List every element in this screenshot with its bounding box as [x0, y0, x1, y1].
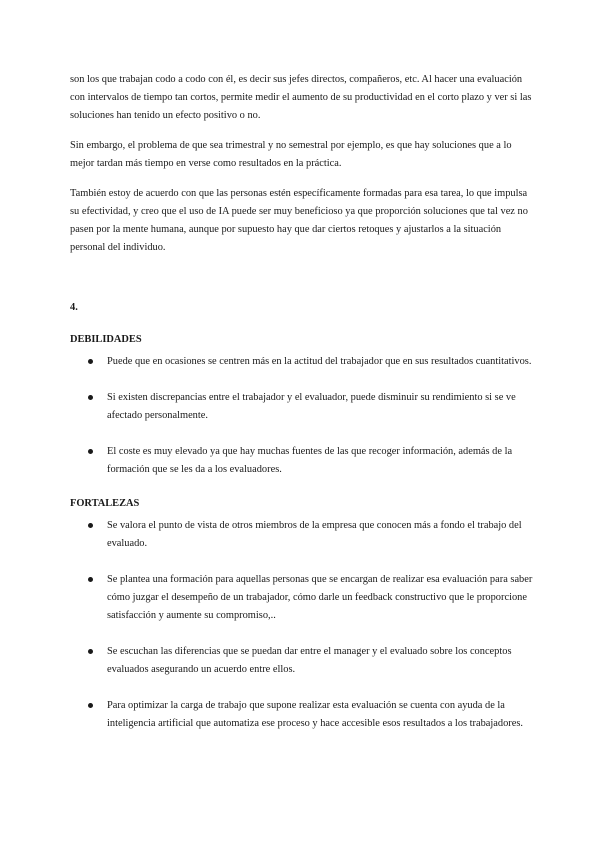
- list-item: [70, 697, 534, 733]
- list-item: [70, 517, 534, 553]
- list-item-text: Si existen discrepancias entre el trabajador y el evaluador, puede disminuir su rendimiento si se ve afectado personalmente.: [107, 392, 516, 421]
- list-item: [70, 571, 534, 625]
- section-number: 4.: [70, 302, 78, 313]
- bullet-icon: [88, 649, 93, 654]
- bullet-icon: [88, 395, 93, 400]
- list-item: [70, 643, 534, 679]
- bullet-icon: [88, 449, 93, 454]
- fortalezas-heading: FORTALEZAS: [70, 498, 140, 509]
- list-item: [70, 353, 534, 371]
- list-item-text: Se plantea una formación para aquellas personas que se encargan de realizar esa evaluación para saber cómo juzgar el desempeño de un trabajador, cómo darle un feedback constructivo que le proporcione satisfacción y aumente su compromiso,..: [107, 574, 533, 621]
- list-item-text: El coste es muy elevado ya que hay muchas fuentes de las que recoger información, además de la formación que se les da a los evaluadores.: [107, 446, 513, 475]
- list-item: [70, 389, 534, 425]
- list-item: [70, 443, 534, 479]
- bullet-icon: [88, 577, 93, 582]
- bullet-icon: [88, 359, 93, 364]
- list-item-text: Se valora el punto de vista de otros miembros de la empresa que conocen más a fondo el trabajo del evaluado.: [107, 520, 522, 549]
- list-item-text: Se escuchan las diferencias que se puedan dar entre el manager y el evaluado sobre los conceptos evaluados asegurando un acuerdo entre ellos.: [107, 646, 512, 675]
- list-item-text: Puede que en ocasiones se centren más en la actitud del trabajador que en sus resultados cuantitativos.: [107, 356, 532, 367]
- body-paragraph: También estoy de acuerdo con que las personas estén específicamente formadas para esa tarea, lo que impulsa su efectividad, y creo que el uso de IA puede ser muy beneficioso ya que proporción soluciones que tal vez no pasen por la mente humana, aunque por supuesto hay que dar ciertos retoques y ajustarlos a la situación personal del individuo.: [70, 188, 528, 253]
- debilidades-list: [70, 353, 534, 479]
- debilidades-heading: DEBILIDADES: [70, 334, 142, 345]
- fortalezas-list: [70, 517, 534, 733]
- body-paragraph: son los que trabajan codo a codo con él, es decir sus jefes directos, compañeros, etc. Al hacer una evaluación con intervalos de tiempo tan cortos, permite medir el aumento de su productividad en el corto plazo y ver si las soluciones han tenido un efecto positivo o no.: [70, 74, 532, 121]
- bullet-icon: [88, 523, 93, 528]
- body-paragraph: Sin embargo, el problema de que sea trimestral y no semestral por ejemplo, es que hay soluciones que a lo mejor tardan más tiempo en verse como resultados en la práctica.: [70, 140, 512, 169]
- bullet-icon: [88, 703, 93, 708]
- list-item-text: Para optimizar la carga de trabajo que supone realizar esta evaluación se cuenta con ayuda de la inteligencia artificial que automatiza ese proceso y hace accesible esos resultados a los trabajadores.: [107, 700, 524, 729]
